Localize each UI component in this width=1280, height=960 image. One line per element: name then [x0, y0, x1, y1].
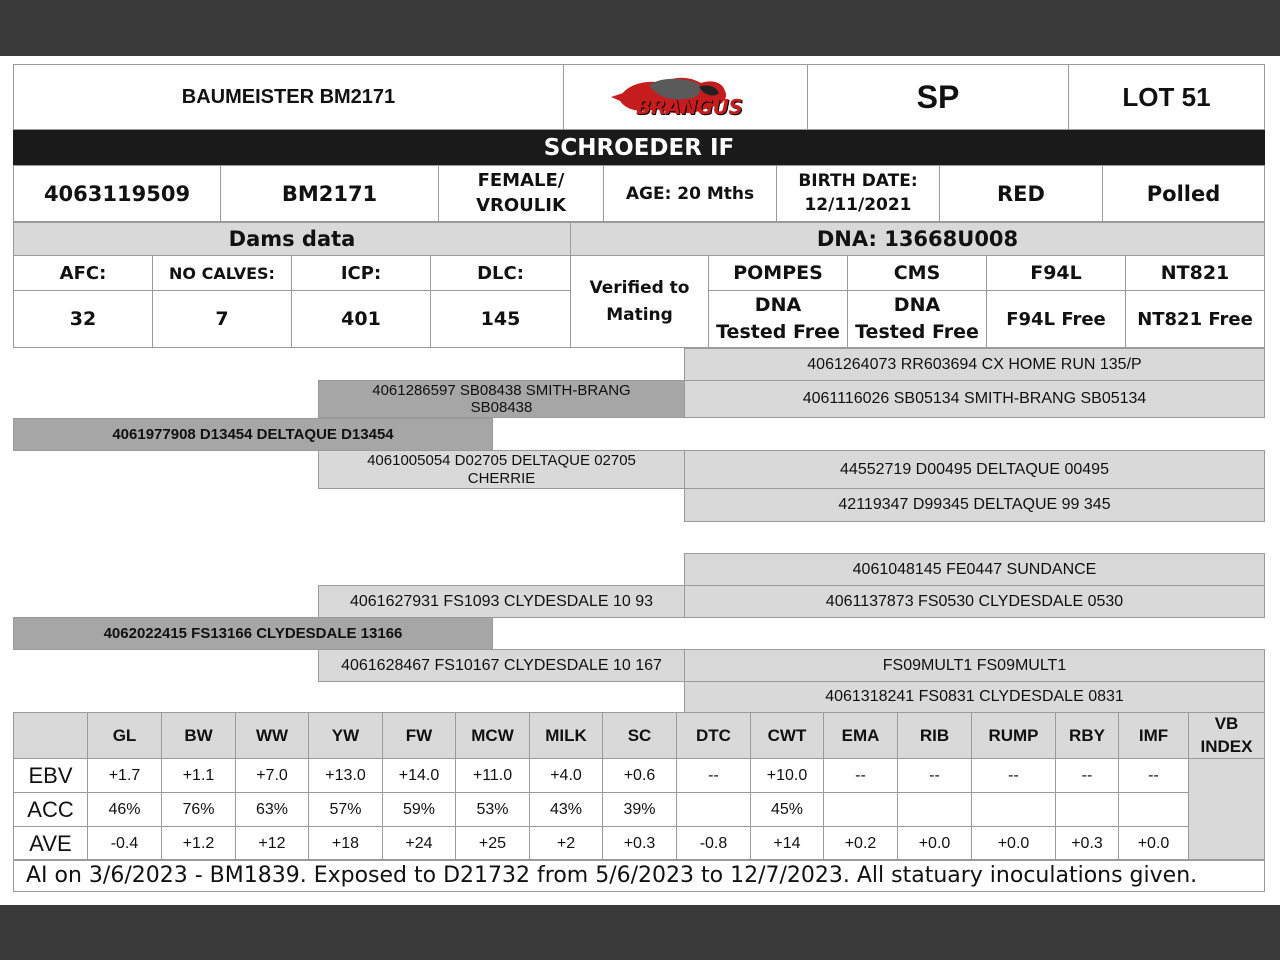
ave-cell: +2 — [530, 827, 603, 861]
footer-note: AI on 3/6/2023 - BM1839. Exposed to D21732 from 5/6/2023 to 12/7/2023. All statuary inoculations given. — [13, 859, 1265, 892]
ebv-cell: +13.0 — [309, 759, 383, 793]
dna-test-name: F94L — [986, 255, 1126, 291]
corner-cell — [14, 713, 88, 759]
category-code: SP — [807, 64, 1069, 130]
acc-row — [14, 793, 1265, 827]
ebv-cell: +1.7 — [88, 759, 162, 793]
col-header: RUMP — [972, 713, 1056, 759]
ave-cell: -0.4 — [88, 827, 162, 861]
acc-cell: 46% — [88, 793, 162, 827]
ebv-row — [14, 759, 1265, 793]
dna-title: DNA: 13668U008 — [570, 222, 1265, 256]
registration-number: 4063119509 — [13, 165, 221, 222]
pedigree-dam-dam: 4061628467 FS10167 CLYDESDALE 10 167 — [318, 649, 685, 682]
ebv-cell: -- — [824, 759, 898, 793]
ave-row — [14, 827, 1265, 861]
ave-cell: +12 — [236, 827, 309, 861]
age: AGE: 20 Mths — [603, 165, 777, 222]
row-label: AVE — [14, 827, 88, 861]
verified-to-mating: Verified to Mating — [570, 255, 709, 348]
dna-test-result: DNA Tested Free — [708, 290, 848, 348]
pedigree-sire-sire: 4061286597 SB08438 SMITH-BRANG SB08438 — [318, 380, 685, 418]
dna-test-name: POMPES — [708, 255, 848, 291]
pedigree-ddd: 4061318241 FS0831 CLYDESDALE 0831 — [684, 681, 1265, 713]
acc-cell — [972, 793, 1056, 827]
col-header: RBY — [1056, 713, 1119, 759]
col-header: CWT — [751, 713, 824, 759]
ebv-cell: +10.0 — [751, 759, 824, 793]
dlc-label: DLC: — [430, 255, 571, 291]
pedigree-sdd: 42119347 D99345 DELTAQUE 99 345 — [684, 488, 1265, 522]
ebv-cell: +0.6 — [603, 759, 677, 793]
acc-cell: 59% — [383, 793, 456, 827]
col-header: RIB — [898, 713, 972, 759]
no-calves-value: 7 — [152, 290, 292, 348]
acc-cell — [824, 793, 898, 827]
acc-cell — [898, 793, 972, 827]
horn-status: Polled — [1102, 165, 1265, 222]
pedigree-dds: FS09MULT1 FS09MULT1 — [684, 649, 1265, 682]
no-calves-label: NO CALVES: — [152, 255, 292, 291]
col-header-vb-index: VB INDEX — [1189, 713, 1265, 759]
col-header: WW — [236, 713, 309, 759]
acc-cell: 76% — [162, 793, 236, 827]
acc-cell: 53% — [456, 793, 530, 827]
animal-tag: BM2171 — [220, 165, 439, 222]
col-header: BW — [162, 713, 236, 759]
dlc-value: 145 — [430, 290, 571, 348]
dna-test-name: NT821 — [1125, 255, 1265, 291]
pedigree-sire-dam: 4061005054 D02705 DELTAQUE 02705 CHERRIE — [318, 450, 685, 489]
breeder-banner: SCHROEDER IF — [13, 130, 1265, 165]
icp-label: ICP: — [291, 255, 431, 291]
dna-test-result: F94L Free — [986, 290, 1126, 348]
ebv-cell: +11.0 — [456, 759, 530, 793]
col-header: IMF — [1119, 713, 1189, 759]
dna-test-name: CMS — [847, 255, 987, 291]
ebv-cell: +14.0 — [383, 759, 456, 793]
lot-number: LOT 51 — [1068, 64, 1265, 130]
ebv-cell: +1.1 — [162, 759, 236, 793]
ebv-cell: -- — [898, 759, 972, 793]
ave-cell: +0.0 — [972, 827, 1056, 861]
dna-test-result: DNA Tested Free — [847, 290, 987, 348]
ave-cell: -0.8 — [677, 827, 751, 861]
logo-text: BRANGUS — [636, 95, 743, 119]
pedigree-sss: 4061264073 RR603694 CX HOME RUN 135/P — [684, 348, 1265, 381]
dams-data-title: Dams data — [13, 222, 571, 256]
pedigree-sds: 44552719 D00495 DELTAQUE 00495 — [684, 450, 1265, 489]
ebv-cell: -- — [1119, 759, 1189, 793]
col-header: YW — [309, 713, 383, 759]
ave-cell: +1.2 — [162, 827, 236, 861]
col-header: DTC — [677, 713, 751, 759]
brangus-logo — [563, 64, 808, 130]
acc-cell — [1056, 793, 1119, 827]
row-label: EBV — [14, 759, 88, 793]
afc-label: AFC: — [13, 255, 153, 291]
birth-date: BIRTH DATE: 12/11/2021 — [776, 165, 940, 222]
pedigree-ssd: 4061116026 SB05134 SMITH-BRANG SB05134 — [684, 380, 1265, 418]
sex: FEMALE/ VROULIK — [438, 165, 604, 222]
animal-name: BAUMEISTER BM2171 — [13, 64, 564, 130]
ave-cell: +0.0 — [898, 827, 972, 861]
col-header: MCW — [456, 713, 530, 759]
acc-cell — [677, 793, 751, 827]
pedigree-dam: 4062022415 FS13166 CLYDESDALE 13166 — [13, 617, 493, 650]
color: RED — [939, 165, 1103, 222]
pedigree-sire: 4061977908 D13454 DELTAQUE D13454 — [13, 418, 493, 451]
ave-cell: +0.3 — [603, 827, 677, 861]
ebv-table — [13, 712, 1265, 861]
vb-index-cell — [1189, 759, 1265, 861]
pedigree-dss: 4061048145 FE0447 SUNDANCE — [684, 553, 1265, 586]
row-label: ACC — [14, 793, 88, 827]
acc-cell: 43% — [530, 793, 603, 827]
ave-cell: +24 — [383, 827, 456, 861]
ave-cell: +18 — [309, 827, 383, 861]
ave-cell: +0.0 — [1119, 827, 1189, 861]
pedigree-dam-sire: 4061627931 FS1093 CLYDESDALE 10 93 — [318, 585, 685, 618]
ebv-header-row — [14, 713, 1265, 759]
col-header: MILK — [530, 713, 603, 759]
ebv-cell: -- — [972, 759, 1056, 793]
col-header: EMA — [824, 713, 898, 759]
ebv-cell: +4.0 — [530, 759, 603, 793]
pedigree-dsd: 4061137873 FS0530 CLYDESDALE 0530 — [684, 585, 1265, 618]
ave-cell: +0.2 — [824, 827, 898, 861]
col-header: GL — [88, 713, 162, 759]
ebv-cell: -- — [677, 759, 751, 793]
ebv-cell: -- — [1056, 759, 1119, 793]
icp-value: 401 — [291, 290, 431, 348]
acc-cell: 39% — [603, 793, 677, 827]
acc-cell: 57% — [309, 793, 383, 827]
acc-cell — [1119, 793, 1189, 827]
ave-cell: +14 — [751, 827, 824, 861]
col-header: FW — [383, 713, 456, 759]
ave-cell: +0.3 — [1056, 827, 1119, 861]
dna-test-result: NT821 Free — [1125, 290, 1265, 348]
ebv-cell: +7.0 — [236, 759, 309, 793]
acc-cell: 45% — [751, 793, 824, 827]
afc-value: 32 — [13, 290, 153, 348]
col-header: SC — [603, 713, 677, 759]
lot-sheet — [0, 56, 1280, 905]
acc-cell: 63% — [236, 793, 309, 827]
ave-cell: +25 — [456, 827, 530, 861]
